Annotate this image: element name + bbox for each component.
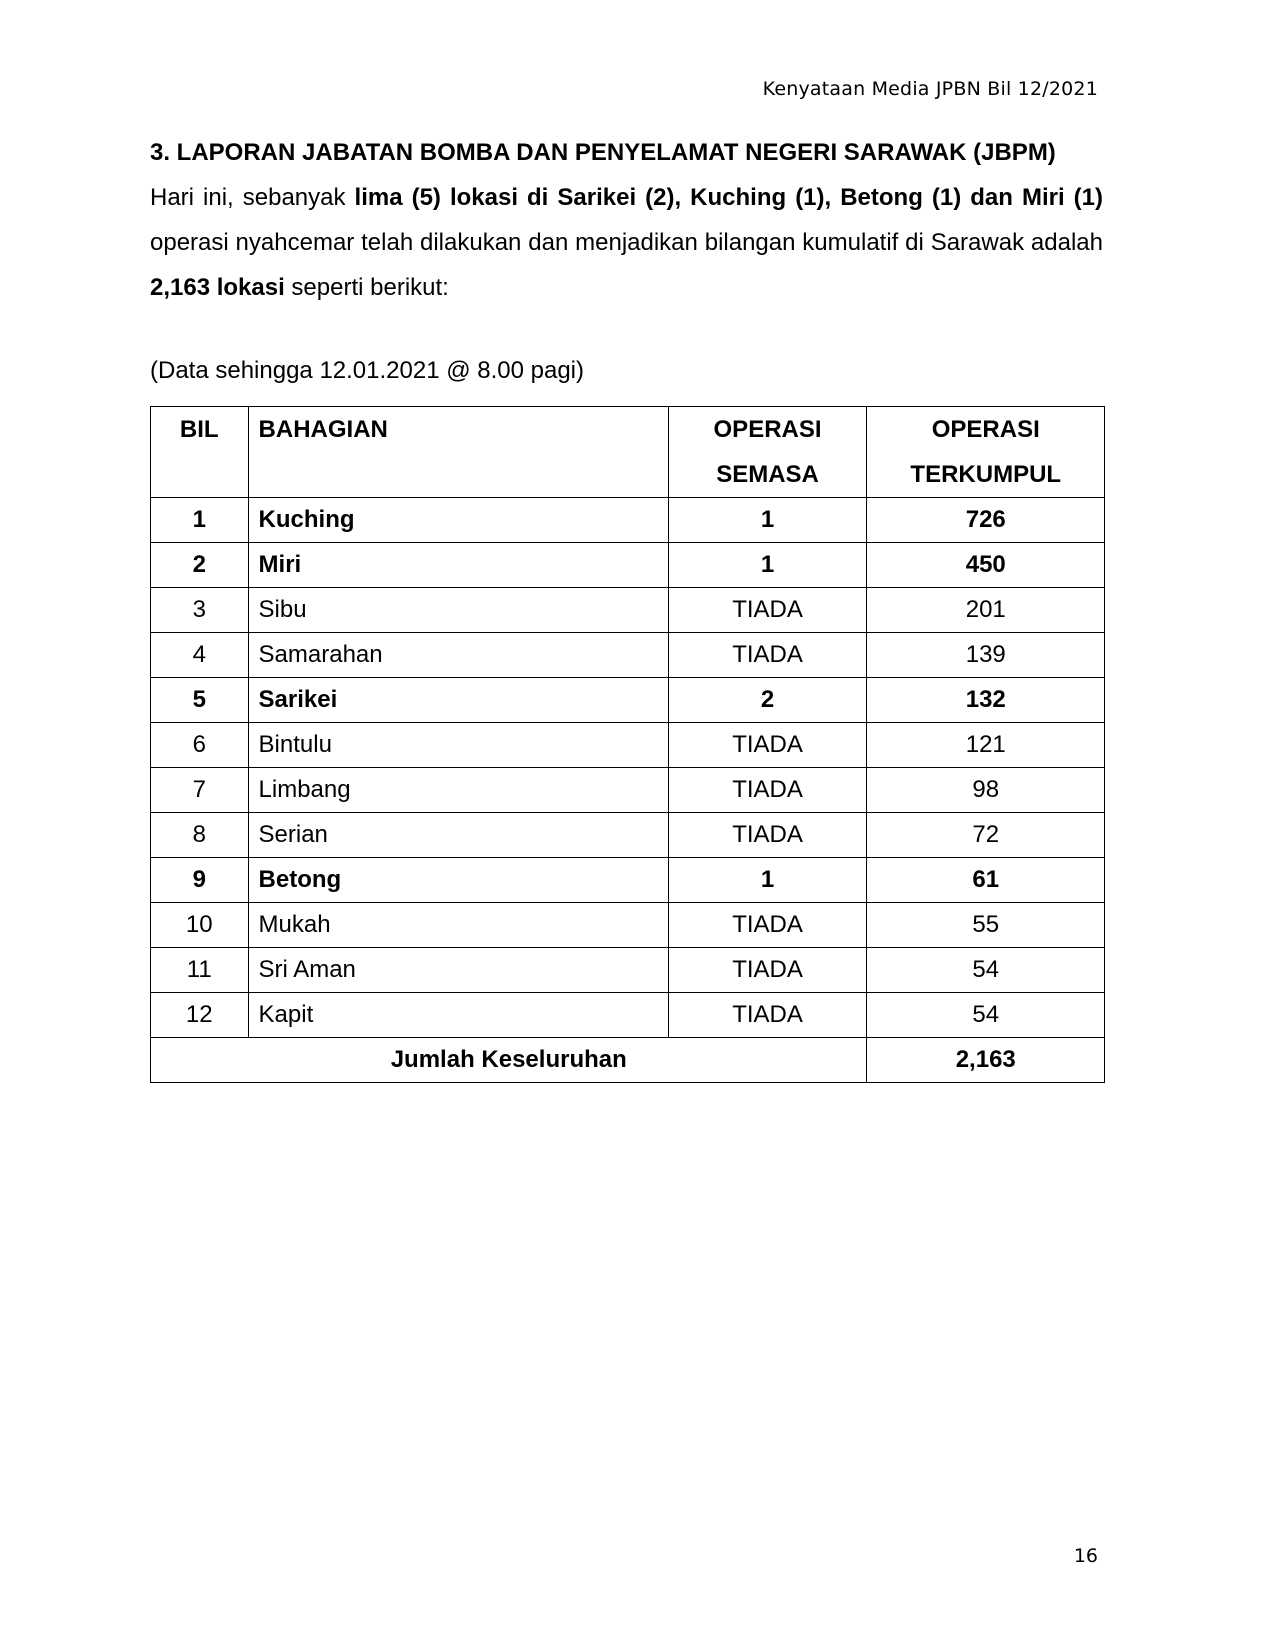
- document-reference: Kenyataan Media JPBN Bil 12/2021: [762, 78, 1098, 100]
- cell-operasi-terkumpul: 55: [867, 903, 1105, 948]
- cell-bil: 9: [151, 858, 249, 903]
- cell-operasi-terkumpul: 139: [867, 633, 1105, 678]
- cell-bil: 10: [151, 903, 249, 948]
- table-row: [151, 813, 1105, 858]
- cell-bahagian: Kuching: [248, 498, 668, 543]
- cell-operasi-terkumpul: 98: [867, 768, 1105, 813]
- cell-bil: 11: [151, 948, 249, 993]
- total-value: 2,163: [867, 1038, 1105, 1083]
- para-bold-total: 2,163 lokasi: [150, 274, 285, 301]
- cell-operasi-semasa: TIADA: [668, 813, 867, 858]
- cell-operasi-terkumpul: 54: [867, 993, 1105, 1038]
- cell-operasi-terkumpul: 201: [867, 588, 1105, 633]
- table-row: [151, 678, 1105, 723]
- header-semasa-line-2: SEMASA: [716, 461, 819, 488]
- cell-bahagian: Mukah: [248, 903, 668, 948]
- cell-bahagian: Sarikei: [248, 678, 668, 723]
- cell-operasi-terkumpul: 450: [867, 543, 1105, 588]
- cell-operasi-terkumpul: 132: [867, 678, 1105, 723]
- cell-bil: 7: [151, 768, 249, 813]
- page-number: 16: [1073, 1545, 1098, 1567]
- table-row: [151, 768, 1105, 813]
- cell-bil: 6: [151, 723, 249, 768]
- table-total-row: [151, 1038, 1105, 1083]
- table-row: [151, 498, 1105, 543]
- cell-operasi-terkumpul: 121: [867, 723, 1105, 768]
- cell-bil: 2: [151, 543, 249, 588]
- cell-operasi-semasa: TIADA: [668, 903, 867, 948]
- cell-operasi-semasa: TIADA: [668, 723, 867, 768]
- summary-paragraph: [150, 175, 1103, 310]
- header-terkumpul-line-2: TERKUMPUL: [910, 461, 1062, 488]
- cell-bahagian: Bintulu: [248, 723, 668, 768]
- para-text-3: seperti berikut:: [284, 274, 449, 301]
- cell-operasi-semasa: TIADA: [668, 993, 867, 1038]
- header-operasi-semasa: [668, 407, 867, 498]
- header-terkumpul-line-1: OPERASI: [931, 416, 1040, 443]
- cell-bil: 5: [151, 678, 249, 723]
- cell-bil: 1: [151, 498, 249, 543]
- header-bahagian: BAHAGIAN: [248, 407, 668, 498]
- para-text-1: Hari ini, sebanyak: [150, 184, 355, 211]
- cell-bahagian: Sibu: [248, 588, 668, 633]
- cell-operasi-semasa: 2: [668, 678, 867, 723]
- cell-operasi-terkumpul: 61: [867, 858, 1105, 903]
- table-row: [151, 633, 1105, 678]
- cell-bil: 8: [151, 813, 249, 858]
- cell-bil: 12: [151, 993, 249, 1038]
- cell-operasi-semasa: TIADA: [668, 948, 867, 993]
- table-row: [151, 723, 1105, 768]
- cell-bahagian: Kapit: [248, 993, 668, 1038]
- cell-operasi-semasa: TIADA: [668, 633, 867, 678]
- header-bil: BIL: [151, 407, 249, 498]
- cell-operasi-terkumpul: 726: [867, 498, 1105, 543]
- cell-bil: 4: [151, 633, 249, 678]
- section-heading: 3. LAPORAN JABATAN BOMBA DAN PENYELAMAT NEGERI SARAWAK (JBPM): [150, 139, 1056, 166]
- total-label: Jumlah Keseluruhan: [151, 1038, 867, 1083]
- cell-operasi-semasa: TIADA: [668, 588, 867, 633]
- cell-bahagian: Limbang: [248, 768, 668, 813]
- para-text-2: operasi nyahcemar telah dilakukan dan menjadikan bilangan kumulatif di Sarawak adalah: [150, 229, 1103, 256]
- cell-operasi-terkumpul: 72: [867, 813, 1105, 858]
- table-row: [151, 543, 1105, 588]
- cell-bahagian: Betong: [248, 858, 668, 903]
- table-row: [151, 948, 1105, 993]
- table-row: [151, 993, 1105, 1038]
- cell-operasi-semasa: TIADA: [668, 768, 867, 813]
- table-row: [151, 903, 1105, 948]
- para-bold-locations: lima (5) lokasi di Sarikei (2), Kuching (1), Betong (1) dan Miri (1): [354, 184, 1103, 211]
- header-semasa-line-1: OPERASI: [713, 416, 822, 443]
- table-row: [151, 858, 1105, 903]
- table-header-row: [151, 407, 1105, 498]
- cell-bahagian: Serian: [248, 813, 668, 858]
- cell-operasi-semasa: 1: [668, 498, 867, 543]
- data-date-note: (Data sehingga 12.01.2021 @ 8.00 pagi): [150, 357, 585, 384]
- table-row: [151, 588, 1105, 633]
- header-operasi-terkumpul: [867, 407, 1105, 498]
- cell-bahagian: Samarahan: [248, 633, 668, 678]
- cell-bahagian: Miri: [248, 543, 668, 588]
- cell-operasi-semasa: 1: [668, 543, 867, 588]
- cell-operasi-terkumpul: 54: [867, 948, 1105, 993]
- report-section: [150, 130, 1103, 310]
- cell-bil: 3: [151, 588, 249, 633]
- cell-bahagian: Sri Aman: [248, 948, 668, 993]
- cell-operasi-semasa: 1: [668, 858, 867, 903]
- operations-table: [150, 406, 1105, 1083]
